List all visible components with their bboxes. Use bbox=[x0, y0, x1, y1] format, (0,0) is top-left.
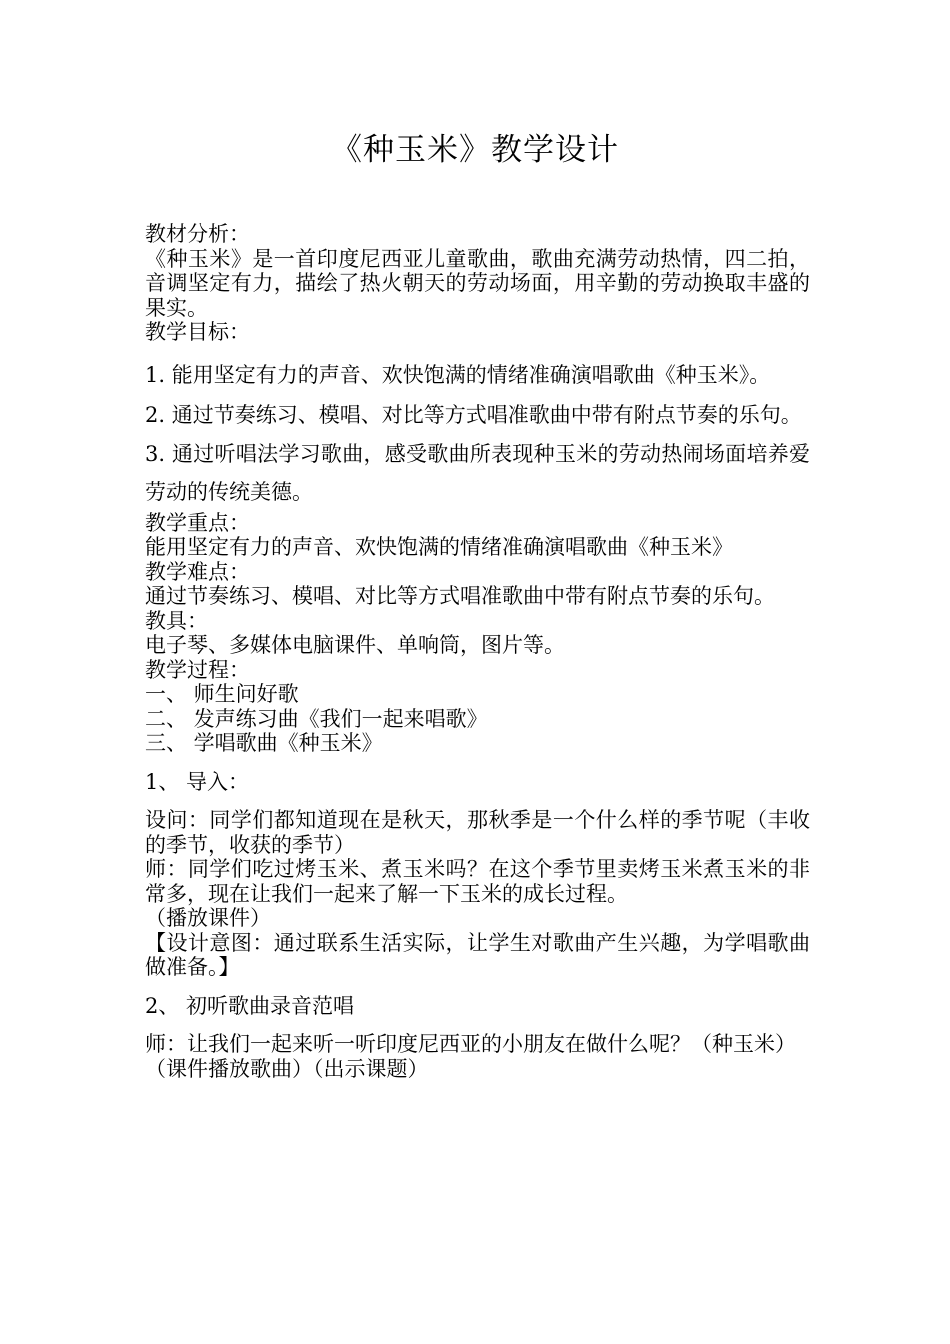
difficulty-text: 通过节奏练习、模唱、对比等方式唱准歌曲中带有附点节奏的乐句。 bbox=[145, 584, 775, 608]
document-title: 《种玉米》教学设计 bbox=[331, 132, 619, 168]
goal-item-2: 2. 通过节奏练习、模唱、对比等方式唱准歌曲中带有附点节奏的乐句。 bbox=[145, 402, 802, 427]
document-body bbox=[145, 222, 810, 1081]
key-text: 能用坚定有力的声音、欢快饱满的情绪准确演唱歌曲《种玉米》 bbox=[145, 535, 733, 559]
analysis-text: 《种玉米》是一首印度尼西亚儿童歌曲，歌曲充满劳动热情，四二拍，音调坚定有力，描绘了热火朝天的劳动场面，用辛勤的劳动换取丰盛的果实。 bbox=[145, 246, 810, 320]
process-step-2: 二、 发声练习曲《我们一起来唱歌》 bbox=[145, 706, 488, 731]
step1-design-intent: 【设计意图：通过联系生活实际，让学生对歌曲产生兴趣，为学唱歌曲做准备。】 bbox=[145, 930, 810, 979]
analysis-heading: 教材分析： bbox=[145, 222, 250, 246]
goal-item-3: 3. 通过听唱法学习歌曲，感受歌曲所表现种玉米的劳动热闹场面培养爱劳动的传统美德。 bbox=[145, 441, 810, 504]
tools-heading: 教具： bbox=[145, 608, 208, 633]
step2-courseware: （课件播放歌曲）（出示课题） bbox=[145, 1056, 429, 1081]
goal-item-1: 1. 能用坚定有力的声音、欢快饱满的情绪准确演唱歌曲《种玉米》。 bbox=[145, 362, 771, 387]
goals-heading: 教学目标： bbox=[145, 320, 250, 344]
step1-courseware: （播放课件） bbox=[145, 906, 271, 930]
step2-heading: 2、 初听歌曲录音范唱 bbox=[145, 993, 355, 1018]
process-step-1: 一、 师生问好歌 bbox=[145, 682, 299, 706]
step1-teacher: 师：同学们吃过烤玉米、煮玉米吗？在这个季节里卖烤玉米煮玉米的非常多，现在让我们一起来了解一下玉米的成长过程。 bbox=[145, 857, 810, 906]
process-step-3: 三、 学唱歌曲《种玉米》 bbox=[145, 731, 383, 755]
step1-heading: 1、 导入： bbox=[145, 769, 250, 794]
process-heading: 教学过程： bbox=[145, 657, 250, 682]
key-heading: 教学重点： bbox=[145, 510, 250, 535]
step2-teacher: 师：让我们一起来听一听印度尼西亚的小朋友在做什么呢？（种玉米） bbox=[145, 1032, 796, 1056]
difficulty-heading: 教学难点： bbox=[145, 559, 250, 584]
tools-text: 电子琴、多媒体电脑课件、单响筒，图片等。 bbox=[145, 633, 565, 657]
step1-question: 设问：同学们都知道现在是秋天，那秋季是一个什么样的季节呢（丰收的季节，收获的季节） bbox=[145, 808, 810, 857]
